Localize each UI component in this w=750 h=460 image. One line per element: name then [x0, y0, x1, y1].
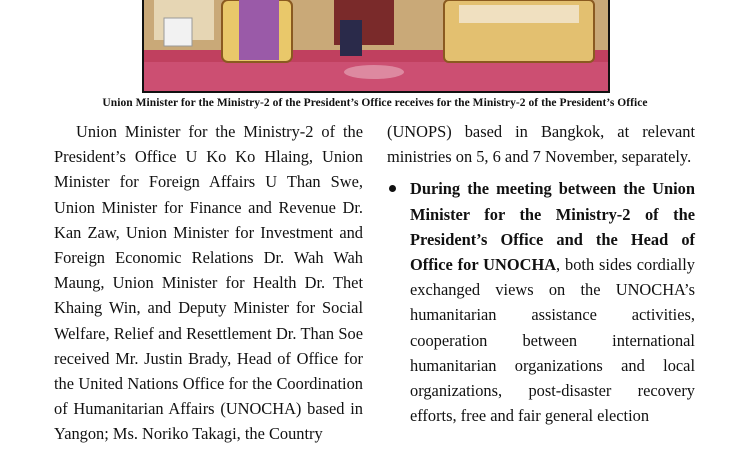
article-paragraph: Union Minister for the Ministry-2 of the President’s Office U Ko Ko Hlaing, Union Minister for Foreign Affairs U Than Swe, Union Minister for Finance and Revenue Dr. Kan Zaw, Union Minister for Investment and Foreign Economic Relations Dr. Wah Wah Maung, Union Minister for Health Dr. Thet Khaing Win, and Deputy Minister for Social Welfare, Relief and Resettlement Dr. Than Soe received Mr. Justin Brady, Head of Office for the United Nations Office for the Coordination of Humanitarian Affairs (UNOCHA) based in Yangon; Ms. Noriko Takagi, the Country [54, 122, 363, 444]
article-paragraph-continued: (UNOPS) based in Bangkok, at relevant ministries on 5, 6 and 7 November, separately. [387, 122, 695, 167]
bullet-item [387, 176, 695, 428]
article-left-column [54, 119, 363, 447]
photo-caption: Union Minister for the Ministry-2 of the President’s Office receives for the Ministry-2 of the President’s Office [102, 97, 648, 109]
bullet-icon [389, 185, 396, 192]
bullet-bold-text: During the meeting between the Union Minister for the Ministry-2 of the President’s Office and the Head of Office for UNOCHA [410, 179, 695, 275]
article-right-column [387, 119, 695, 428]
photo-illustration [144, 0, 610, 93]
bullet-text: , both sides cordially exchanged views on the UNOCHA’s humanitarian assistance activities, cooperation between international humanitarian organizations and local organizations, post-disaster recovery efforts, free and fair general election [410, 255, 695, 426]
meeting-photo [142, 0, 610, 93]
